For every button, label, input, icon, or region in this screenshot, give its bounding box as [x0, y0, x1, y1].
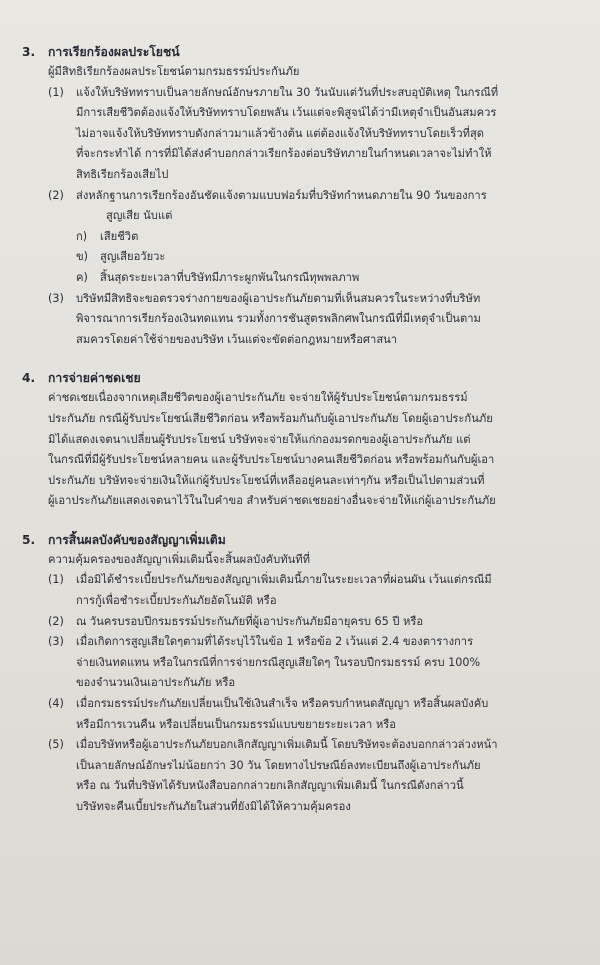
- item-marker: (2): [48, 614, 64, 628]
- list-item: [18, 694, 590, 735]
- item-body: [76, 186, 590, 227]
- sub-item-marker: ค): [76, 270, 88, 284]
- item-marker: (5): [48, 738, 64, 752]
- sub-item-text: สูญเสียอวัยวะ: [100, 250, 166, 264]
- paragraph-line: มิได้แสดงเจตนาเปลี่ยนผู้รับประโยชน์ บริษัทจะจ่ายให้แก่กองมรดกของผู้เอาประกันภัย แต่: [48, 432, 471, 446]
- item-line: สมควรโดยค่าใช้จ่ายของบริษัท เว้นแต่จะขัดต่อกฎหมายหรือศาสนา: [76, 332, 398, 346]
- item-line: แจ้งให้บริษัททราบเป็นลายลักษณ์อักษรภายใน 30 วันนับแต่วันที่ประสบอุบัติเหตุ ในกรณีที่: [76, 85, 499, 99]
- item-body: [76, 83, 590, 186]
- section-4: [18, 368, 590, 512]
- section-intro: ความคุ้มครองของสัญญาเพิ่มเติมนี้จะสิ้นผลบังคับทันทีที่: [48, 552, 311, 566]
- item-line: การกู้เพื่อชำระเบี้ยประกันภัยอัตโนมัติ หรือ: [76, 594, 277, 608]
- item-body: [76, 632, 590, 694]
- item-line: เมื่อกรมธรรม์ประกันภัยเปลี่ยนเป็นใช้เงินสำเร็จ หรือครบกำหนดสัญญา หรือสิ้นผลบังคับ: [76, 697, 489, 711]
- section-title: การจ่ายค่าชดเชย: [48, 371, 141, 386]
- item-line: ไม่อาจแจ้งให้บริษัททราบดังกล่าวมาแล้วข้างต้น แต่ต้องแจ้งให้บริษัททราบโดยเร็วที่สุด: [76, 126, 485, 140]
- paragraph-line: ประกันภัย บริษัทจะจ่ายเงินให้แก่ผู้รับประโยชน์ที่เหลืออยู่คนละเท่าๆกัน หรือเป็นไปตามส่วนที่: [48, 473, 485, 487]
- paragraph-line: ในกรณีที่มีผู้รับประโยชน์หลายคน และผู้รับประโยชน์บางคนเสียชีวิตก่อน หรือพร้อมกันกับผู้เอา: [48, 453, 495, 467]
- item-line: บริษัทมีสิทธิจะขอตรวจร่างกายของผู้เอาประกันภัยตามที่เห็นสมควรในระหว่างที่บริษัท: [76, 291, 481, 305]
- item-line: เมื่อบริษัทหรือผู้เอาประกันภัยบอกเลิกสัญญาเพิ่มเติมนี้ โดยบริษัทจะต้องบอกกล่าวล่วงหน้า: [76, 738, 498, 752]
- item-marker: (1): [48, 85, 64, 99]
- item-line: หรือ ณ วันที่บริษัทได้รับหนังสือบอกกล่าวยกเลิกสัญญาเพิ่มเติมนี้ ในกรณีดังกล่าวนี้: [76, 779, 464, 793]
- item-line: มีการเสียชีวิตต้องแจ้งให้บริษัททราบโดยพลัน เว้นแต่จะพิสูจน์ได้ว่ามีเหตุจำเป็นอันสมควร: [76, 106, 497, 120]
- list-item: [18, 632, 590, 694]
- item-marker: (3): [48, 291, 64, 305]
- item-line: จ่ายเงินทดแทน หรือในกรณีที่การจ่ายกรณีสูญเสียใดๆ ในรอบปีกรมธรรม์ ครบ 100%: [76, 655, 481, 669]
- item-line: สูญเสีย นับแต่: [106, 209, 173, 223]
- item-body: [76, 289, 590, 351]
- sub-item: [18, 268, 590, 289]
- item-line: ของจำนวนเงินเอาประกันภัย หรือ: [76, 676, 236, 690]
- list-item: [18, 570, 590, 611]
- item-marker: (4): [48, 697, 64, 711]
- item-line: เมื่อมิได้ชำระเบี้ยประกันภัยของสัญญาเพิ่มเติมนี้ภายในระยะเวลาที่ผ่อนผัน เว้นแต่กรณีมี: [76, 573, 492, 587]
- item-line: หรือมีการเวนคืน หรือเปลี่ยนเป็นกรมธรรม์แบบขยายระยะเวลา หรือ: [76, 717, 396, 731]
- document-content: [18, 42, 590, 836]
- item-line: เมื่อเกิดการสูญเสียใดๆตามที่ได้ระบุไว้ในข้อ 1 หรือข้อ 2 เว้นแต่ 2.4 ของตารางการ: [76, 635, 474, 649]
- sub-item-text: สิ้นสุดระยะเวลาที่บริษัทมีภาระผูกพันในกรณีทุพพลภาพ: [100, 270, 360, 284]
- section-paragraph: [18, 388, 590, 512]
- paragraph-line: ผู้เอาประกันภัยแสดงเจตนาไว้ในใบคำขอ สำหรับค่าชดเชยอย่างอื่นจะจ่ายให้แก่ผู้เอาประกันภัย: [48, 494, 496, 508]
- section-number: 4.: [22, 371, 36, 386]
- item-marker: (3): [48, 635, 64, 649]
- item-line: สิทธิเรียกร้องเสียไป: [76, 167, 169, 181]
- item-line: ที่จะกระทำได้ การที่มิได้ส่งคำบอกกล่าวเรียกร้องต่อบริษัทภายในกำหนดเวลาจะไม่ทำให้: [76, 147, 492, 161]
- section-number: 3.: [22, 45, 36, 59]
- list-item: [18, 735, 590, 817]
- section-heading: [18, 530, 590, 550]
- section-heading: [18, 42, 590, 62]
- section-3: [18, 42, 590, 350]
- item-line: บริษัทจะคืนเบี้ยประกันภัยในส่วนที่ยังมิได้ให้ความคุ้มครอง: [76, 800, 351, 813]
- list-item: [18, 612, 590, 633]
- item-body: [76, 735, 590, 817]
- item-marker: (2): [48, 188, 64, 202]
- list-item: [18, 186, 590, 227]
- item-line: พิจารณาการเรียกร้องเงินทดแทน รวมทั้งการชันสูตรพลิกศพในกรณีที่มีเหตุจำเป็นตาม: [76, 312, 481, 326]
- section-title: การสิ้นผลบังคับของสัญญาเพิ่มเติม: [48, 532, 226, 547]
- item-body: [76, 612, 590, 633]
- sub-item-marker: ข): [76, 250, 89, 264]
- list-item: [18, 83, 590, 186]
- item-body: [76, 570, 590, 611]
- section-heading: [18, 368, 590, 388]
- paragraph-line: ค่าชดเชยเนื่องจากเหตุเสียชีวิตของผู้เอาประกันภัย จะจ่ายให้ผู้รับประโยชน์ตามกรมธรรม์: [48, 391, 468, 405]
- paragraph-line: ประกันภัย กรณีผู้รับประโยชน์เสียชีวิตก่อน หรือพร้อมกันกับผู้เอาประกันภัย โดยผู้เอาประกันภัย: [48, 411, 493, 425]
- sub-item-text: เสียชีวิต: [100, 229, 139, 243]
- section-title: การเรียกร้องผลประโยชน์: [48, 45, 180, 59]
- item-marker: (1): [48, 573, 64, 587]
- section-number: 5.: [22, 532, 36, 547]
- section-5: [18, 530, 590, 818]
- sub-item-marker: ก): [76, 229, 88, 243]
- item-line: เป็นลายลักษณ์อักษรไม่น้อยกว่า 30 วัน โดยทางไปรษณีย์ลงทะเบียนถึงผู้เอาประกันภัย: [76, 758, 481, 772]
- section-intro: ผู้มีสิทธิเรียกร้องผลประโยชน์ตามกรมธรรม์ประกันภัย: [48, 65, 300, 78]
- list-item: [18, 289, 590, 351]
- item-line: ณ วันครบรอบปีกรมธรรม์ประกันภัยที่ผู้เอาประกันภัยมีอายุครบ 65 ปี หรือ: [76, 614, 424, 628]
- sub-item: [18, 227, 590, 248]
- sub-item: [18, 247, 590, 268]
- item-body: [76, 694, 590, 735]
- item-line: ส่งหลักฐานการเรียกร้องอันชัดแจ้งตามแบบฟอร์มที่บริษัทกำหนดภายใน 90 วันของการ: [76, 188, 487, 202]
